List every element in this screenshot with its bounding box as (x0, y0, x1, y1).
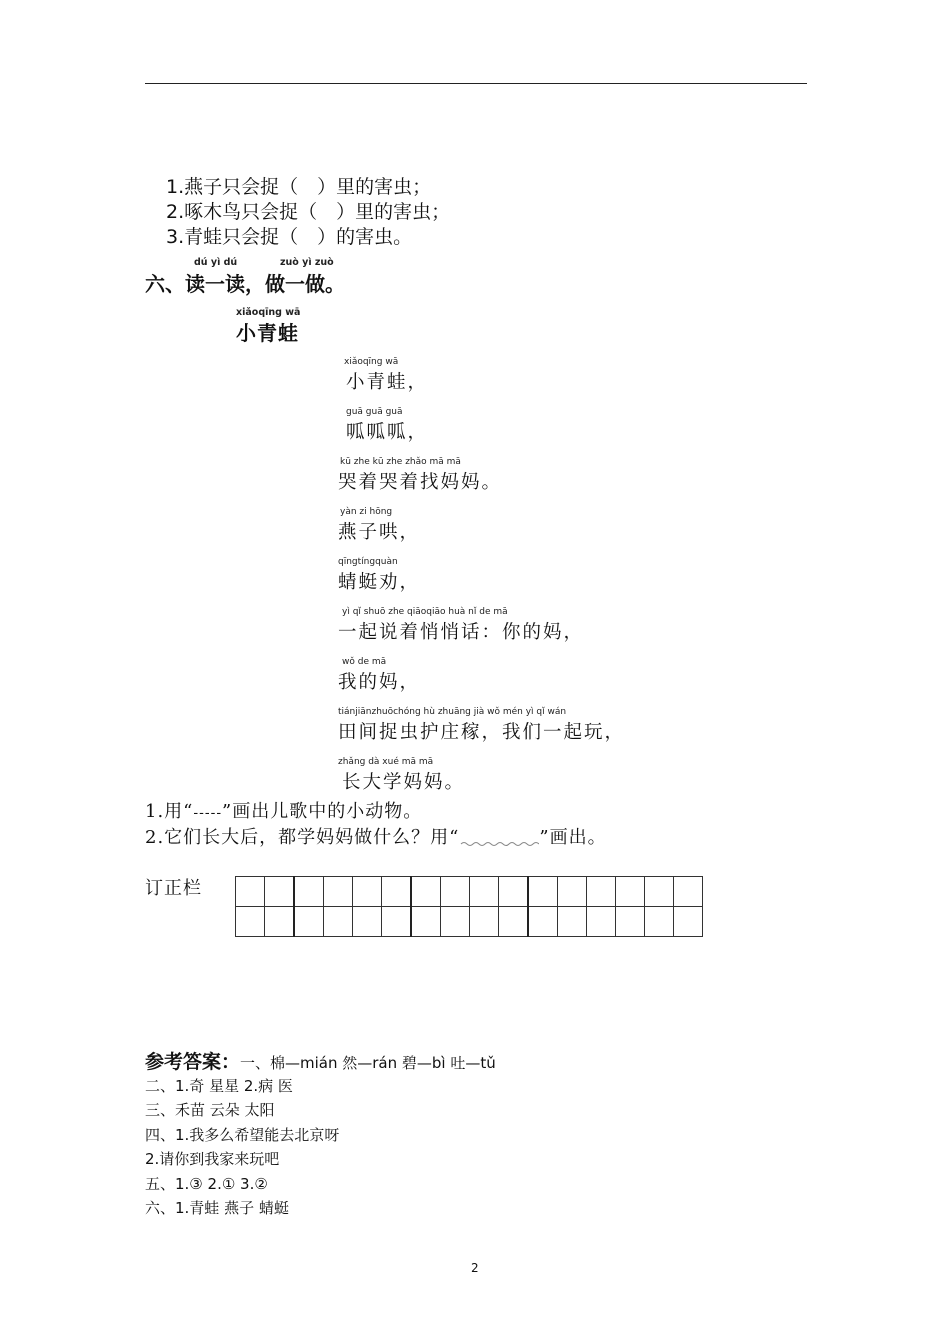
grid-cell[interactable] (294, 907, 324, 937)
correction-grid[interactable] (235, 876, 703, 937)
grid-cell[interactable] (499, 907, 529, 937)
correction-grid-row (236, 877, 703, 907)
answer-line: 四、1.我多么希望能去北京呀 (145, 1126, 340, 1144)
poem-title-pinyin: xiǎoqīng wā (236, 307, 301, 318)
answers-heading: 参考答案： (145, 1051, 241, 1073)
poem-line: 一起说着悄悄话：你的妈， (338, 622, 585, 643)
grid-cell[interactable] (294, 877, 324, 907)
poem-line-pinyin: kū zhe kū zhe zhǎo mā mā (340, 457, 461, 467)
grid-cell[interactable] (558, 877, 587, 907)
grid-cell[interactable] (645, 907, 674, 937)
poem-line-pinyin: yàn zi hōng (340, 507, 393, 517)
poem-line: 呱呱呱， (346, 422, 429, 443)
grid-cell[interactable] (470, 877, 499, 907)
grid-cell[interactable] (674, 877, 703, 907)
task-2 (145, 823, 607, 849)
poem-line-pinyin: zhǎng dà xué mā mā (338, 757, 434, 767)
correction-label: 订正栏 (145, 878, 202, 899)
answer-line: 五、1.③ 2.① 3.② (145, 1175, 268, 1193)
task-1-suffix: ”画出儿歌中的小动物。 (222, 801, 423, 822)
grid-cell[interactable] (324, 907, 353, 937)
poem-line: 长大学妈妈。 (342, 772, 466, 793)
correction-grid-row (236, 907, 703, 937)
header-rule (145, 83, 807, 84)
grid-cell[interactable] (587, 877, 616, 907)
page-number: 2 (471, 1261, 479, 1275)
grid-cell[interactable] (528, 877, 558, 907)
task-2-prefix: 2.它们长大后，都学妈妈做什么？用“ (145, 827, 460, 848)
poem-title: 小青蛙 (236, 321, 299, 345)
grid-cell[interactable] (645, 877, 674, 907)
section-6-heading: 六、读一读，做一做。 (145, 272, 345, 296)
answers-first-line (145, 1047, 496, 1074)
task-1-prefix: 1.用“ (145, 801, 194, 822)
grid-cell[interactable] (587, 907, 616, 937)
task-1 (145, 797, 422, 823)
grid-cell[interactable] (528, 907, 558, 937)
heading-pinyin-du-yi-du: dú yì dú (194, 257, 238, 268)
grid-cell[interactable] (558, 907, 587, 937)
poem-line: 我的妈， (338, 672, 421, 693)
grid-cell[interactable] (616, 907, 645, 937)
grid-cell[interactable] (616, 877, 645, 907)
grid-cell[interactable] (441, 877, 470, 907)
poem-line-pinyin: qīngtíngquàn (338, 557, 398, 567)
grid-cell[interactable] (236, 907, 265, 937)
heading-pinyin-zuo-yi-zuo: zuò yì zuò (280, 257, 334, 268)
answer-line: 一、棉—mián 然—rán 碧—bì 吐—tǔ (240, 1054, 496, 1072)
question-3: 3.青蛙只会捉（ ）的害虫。 (166, 226, 413, 248)
grid-cell[interactable] (441, 907, 470, 937)
poem-line: 哭着哭着找妈妈。 (338, 472, 503, 493)
poem-line: 燕子哄， (338, 522, 421, 543)
poem-line: 蜻蜓劝， (338, 572, 421, 593)
wavy-line-mark (459, 828, 539, 848)
grid-cell[interactable] (470, 907, 499, 937)
poem-line-pinyin: tiánjiānzhuōchóng hù zhuāng jià wǒ mén yì qǐ wán (338, 707, 567, 717)
grid-cell[interactable] (382, 907, 412, 937)
poem-line-pinyin: wǒ de mā (342, 657, 387, 667)
wavy-line-icon (459, 828, 539, 848)
grid-cell[interactable] (265, 877, 295, 907)
answer-line: 二、1.奇 星星 2.病 医 (145, 1077, 293, 1095)
poem-line: 小青蛙， (346, 372, 429, 393)
poem-line-pinyin: yì qǐ shuō zhe qiāoqiāo huà nǐ de mā (342, 607, 508, 617)
poem-line-pinyin: guā guā guā (346, 407, 403, 417)
answer-line: 六、1.青蛙 燕子 蜻蜓 (145, 1199, 289, 1217)
dashed-line-mark: ----- (193, 805, 223, 821)
answer-line: 2.请你到我家来玩吧 (145, 1150, 280, 1168)
grid-cell[interactable] (411, 877, 441, 907)
grid-cell[interactable] (353, 877, 382, 907)
grid-cell[interactable] (411, 907, 441, 937)
question-1: 1.燕子只会捉（ ）里的害虫； (166, 176, 432, 198)
poem-line: 田间捉虫护庄稼，我们一起玩， (338, 722, 626, 743)
question-2: 2.啄木鸟只会捉（ ）里的害虫； (166, 201, 451, 223)
grid-cell[interactable] (499, 877, 529, 907)
grid-cell[interactable] (236, 877, 265, 907)
poem-line-pinyin: xiǎoqīng wā (344, 357, 399, 367)
grid-cell[interactable] (324, 877, 353, 907)
answer-line: 三、禾苗 云朵 太阳 (145, 1101, 275, 1119)
task-2-suffix: ”画出。 (539, 827, 607, 848)
grid-cell[interactable] (265, 907, 295, 937)
grid-cell[interactable] (674, 907, 703, 937)
grid-cell[interactable] (353, 907, 382, 937)
grid-cell[interactable] (382, 877, 412, 907)
